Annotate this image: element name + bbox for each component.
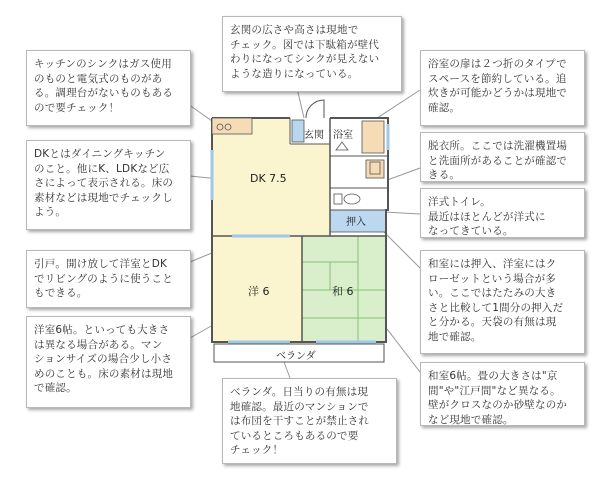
toilet-bowl	[344, 194, 360, 204]
shoe-box	[292, 120, 304, 142]
note-sliding-door: 引戸。開け放して洋室とDK でリビングのように使うこと もできる。	[26, 250, 191, 308]
note-oshiire: 和室には押入、洋室にはク ローゼットという場合が多 い。ここではたたみの大き さと比較して1間分の押入だ と分かる。天袋の有無は現 地で確認。	[420, 250, 585, 354]
note-dk: DKとはダイニングキッチン のこと。他にK、LDKなど広 さによって表示される。床の 素材などは現地でチェックし よう。	[26, 140, 191, 230]
note-japanese: 和室6帖。畳の大きさは"京 間"や"江戸間"など異なる。 壁がクロスなのか砂壁なのか など現地で確認。	[420, 362, 585, 426]
note-datsui: 脱衣所。ここでは洗濯機置場 と洗面所があることが確認で きる。	[420, 132, 585, 182]
room-label-genkan: 玄関	[304, 130, 324, 141]
note-western: 洋室6帖。といっても大きさ は異なる場合がある。マン ションサイズの場合少し小さ めのことも。床の素材は現地 で確認。	[26, 316, 191, 408]
note-veranda: ベランダ。日当りの有無は現 地確認。最近のマンションで は布団を干すことが禁止され ているところもあるので要 チェック！	[222, 378, 397, 464]
room-label-dk: DK 7.5	[250, 172, 287, 185]
washing-machine	[366, 160, 384, 178]
note-genkan: 玄関の広さや高さは現地で チェック。図では下駄箱が壁代 わりになってシンクが見えない ような造りになっている。	[222, 16, 402, 92]
bathtub	[362, 121, 384, 153]
room-label-western: 洋 6	[248, 285, 270, 298]
leader-oshiire	[384, 232, 420, 268]
room-label-japanese: 和 6	[332, 285, 354, 298]
note-bath: 浴室の扉は２つ折のタイプで スペースを節約している。追 炊きが可能かどうかは現地で 確認。	[420, 50, 585, 126]
note-toilet: 洋式トイレ。 最近はほとんどが洋式に なってきている。	[420, 188, 585, 238]
note-kitchen-sink: キッチンのシンクはガス使用 のものと電気式のものがあ る。調理台がないものもある ので要チェック！	[26, 50, 191, 126]
room-label-bath: 浴室	[333, 130, 353, 141]
toilet-tank	[334, 194, 342, 204]
leader-toilet	[384, 212, 420, 214]
room-label-veranda: ベランダ	[276, 351, 316, 362]
room-label-oshiire: 押入	[346, 217, 366, 228]
entrance-door	[306, 100, 324, 118]
kitchen-counter	[212, 118, 252, 134]
